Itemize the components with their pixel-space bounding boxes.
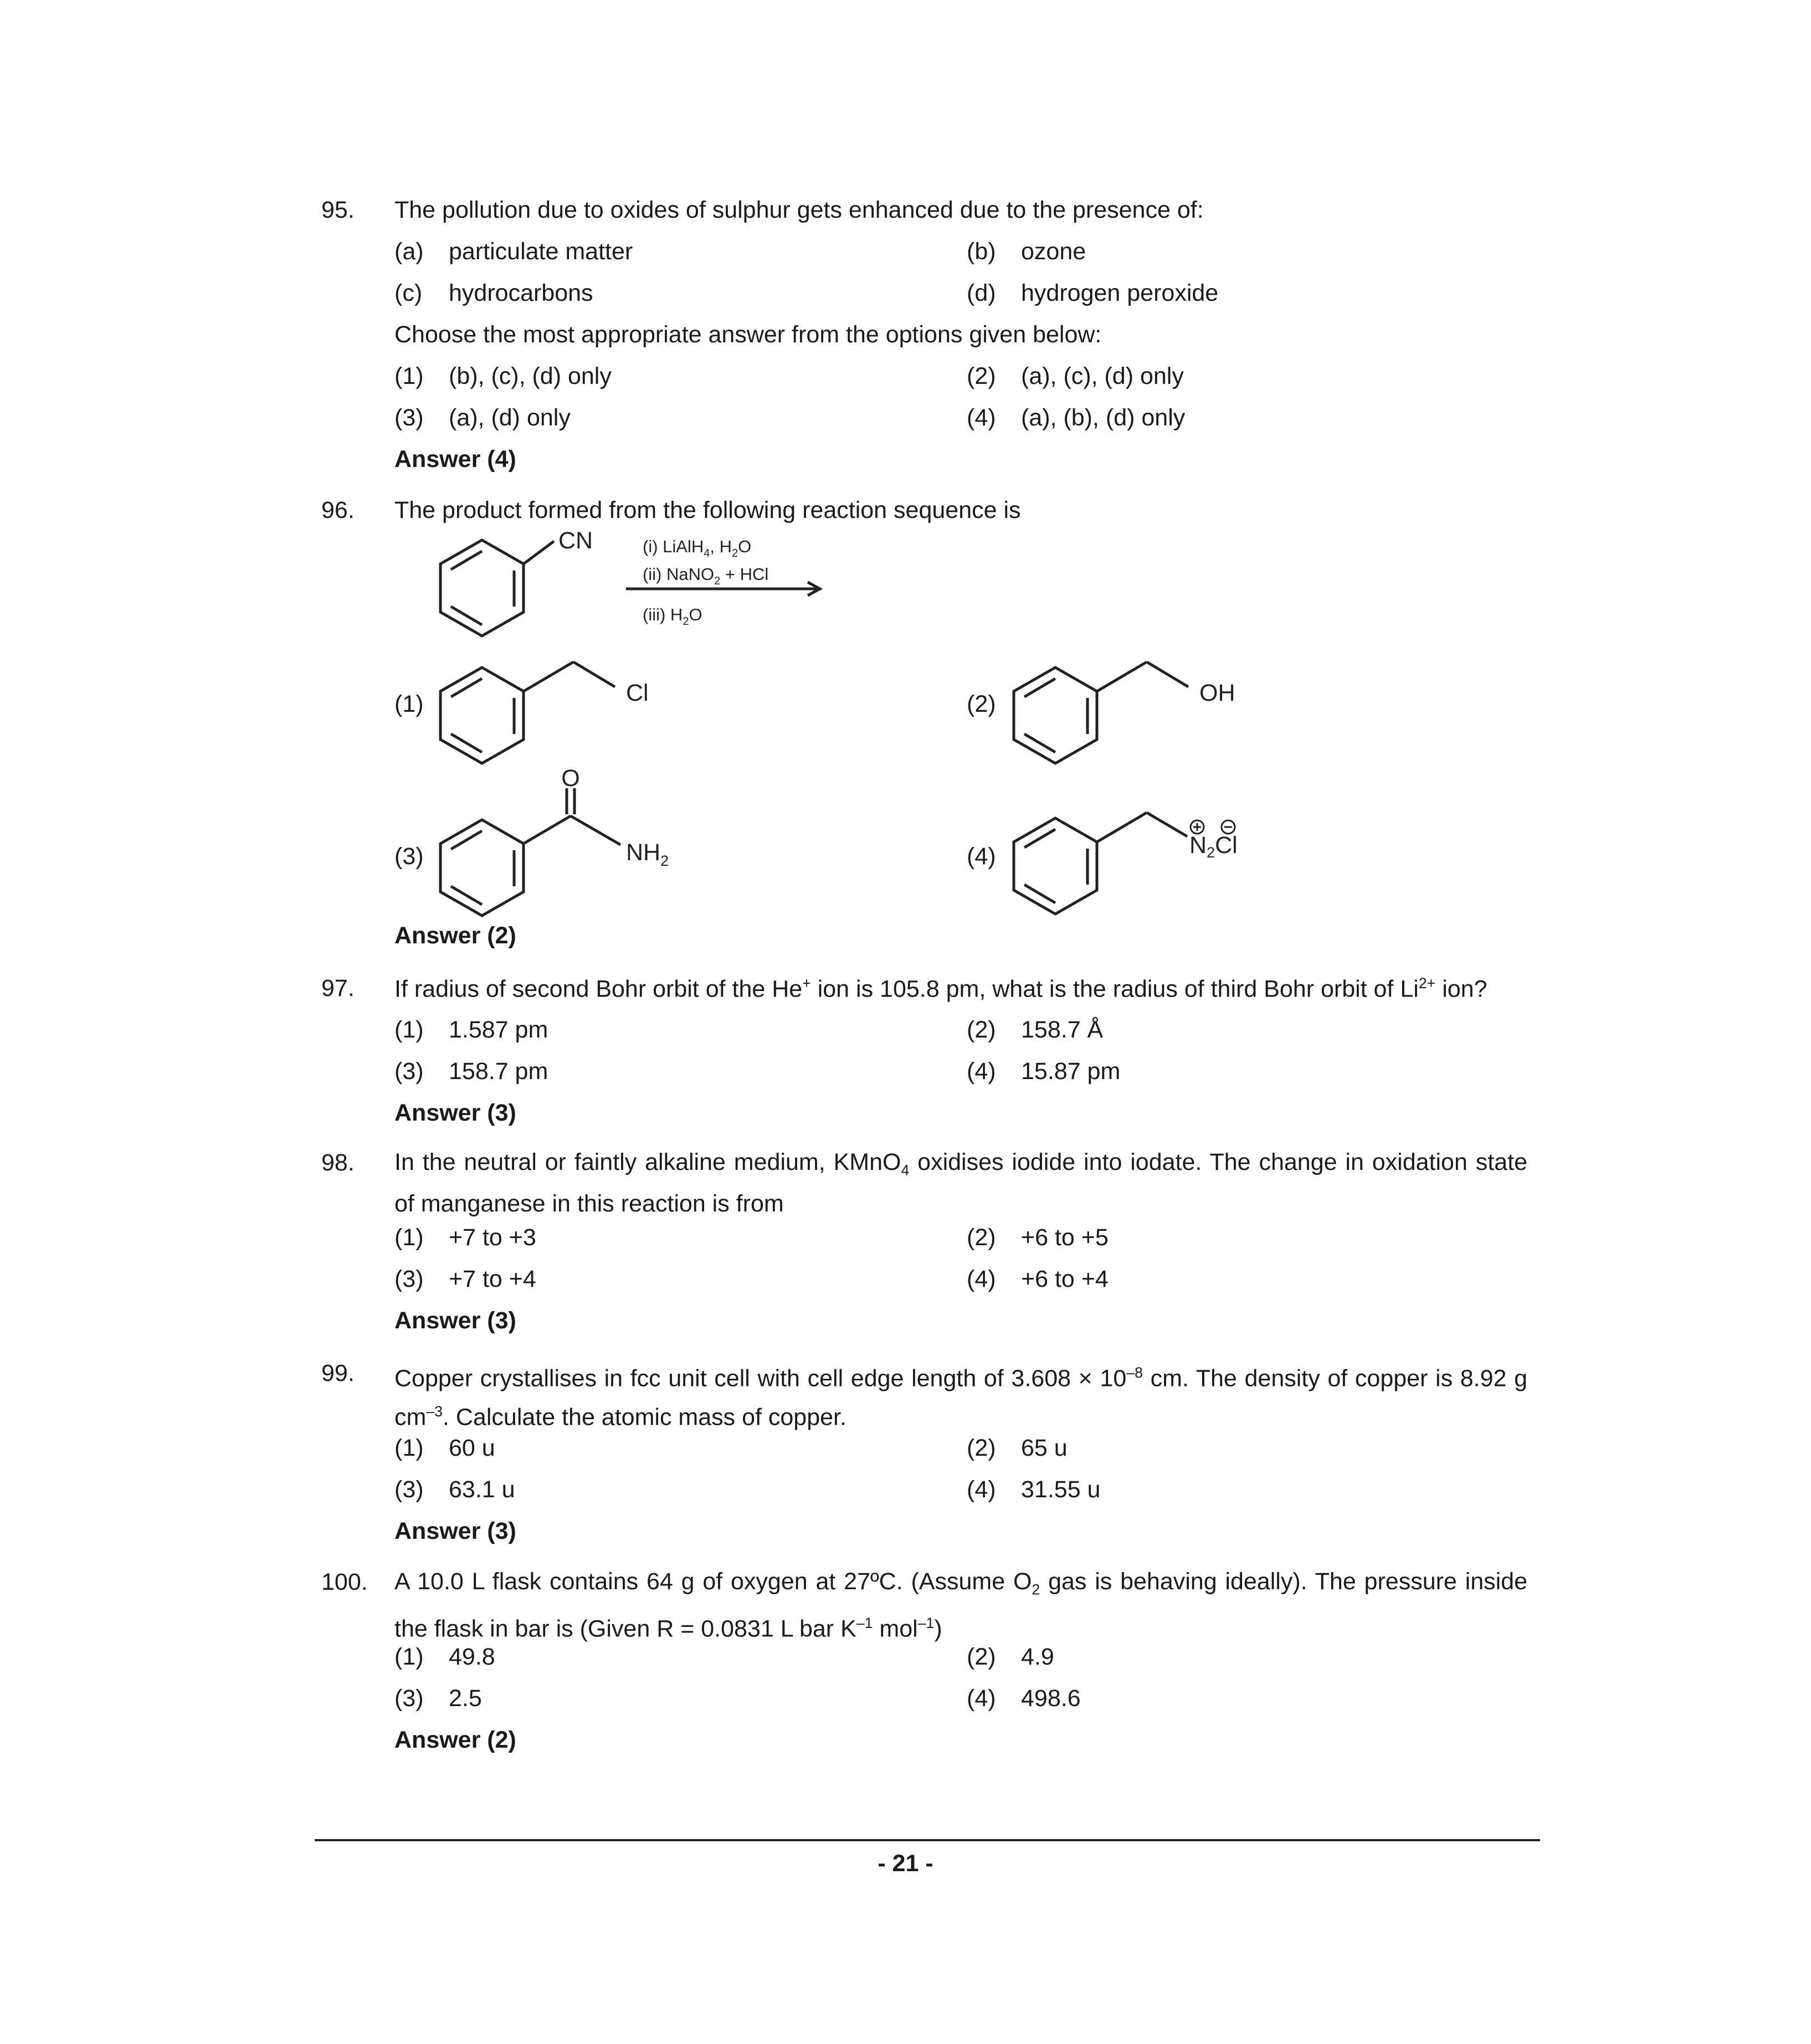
answer-key: Answer (3) bbox=[394, 1307, 516, 1334]
answer-option bbox=[967, 1476, 1100, 1503]
statement-item bbox=[394, 280, 593, 307]
option-text: 65 u bbox=[1021, 1435, 1068, 1461]
answer-option bbox=[967, 1224, 1109, 1251]
answer-key: Answer (2) bbox=[394, 922, 516, 949]
page-number: - 21 - bbox=[878, 1850, 933, 1877]
option-text: 15.87 pm bbox=[1021, 1058, 1121, 1085]
svg-text:Cl: Cl bbox=[626, 680, 649, 706]
answer-option bbox=[394, 1476, 515, 1503]
answer-option bbox=[394, 1058, 548, 1085]
option-label: (1) bbox=[394, 1224, 424, 1251]
option-text: (a), (b), (d) only bbox=[1021, 404, 1186, 431]
statement-item bbox=[394, 238, 633, 265]
option-text: +7 to +3 bbox=[449, 1224, 536, 1251]
answer-key: Answer (4) bbox=[394, 446, 516, 473]
question-text: The pollution due to oxides of sulphur gets enhanced due to the presence of: bbox=[394, 197, 1204, 223]
item-text: hydrocarbons bbox=[449, 280, 593, 306]
structure-diazonium-salt bbox=[1011, 806, 1266, 925]
option-text: (a), (c), (d) only bbox=[1021, 363, 1184, 389]
answer-option bbox=[394, 404, 571, 432]
answer-option bbox=[394, 1266, 536, 1293]
option-label: (2) bbox=[967, 691, 996, 717]
question-number: 97. bbox=[321, 975, 355, 1002]
answer-option bbox=[967, 1685, 1081, 1712]
answer-option bbox=[967, 1016, 1103, 1044]
option-label: (3) bbox=[394, 1476, 424, 1503]
option-text: +6 to +4 bbox=[1021, 1266, 1109, 1292]
svg-text:NH2: $NH_2$ bbox=[626, 839, 669, 869]
reaction-scheme bbox=[438, 529, 848, 656]
option-text: 158.7 Å bbox=[1021, 1016, 1104, 1043]
item-label: (a) bbox=[394, 238, 424, 265]
reagent-step-2: (ii) NaNO$_2$ + HCl bbox=[643, 564, 769, 587]
structure-benzyl-alcohol bbox=[1011, 656, 1266, 773]
answer-option bbox=[394, 1016, 548, 1044]
answer-option bbox=[394, 1685, 482, 1712]
item-label: (b) bbox=[967, 238, 996, 265]
nitrile-group-label: CN bbox=[558, 527, 593, 554]
item-text: particulate matter bbox=[449, 238, 633, 265]
option-label: (4) bbox=[967, 404, 996, 431]
option-label: (4) bbox=[967, 1266, 996, 1292]
option-label: (3) bbox=[394, 1266, 424, 1292]
option-label: (4) bbox=[967, 1685, 996, 1712]
question-number: 96. bbox=[321, 497, 355, 523]
answer-key: Answer (3) bbox=[394, 1100, 516, 1126]
answer-option bbox=[967, 363, 1184, 390]
statement-item bbox=[967, 238, 1086, 265]
option-label: (2) bbox=[967, 1644, 996, 1670]
question-text: In the neutral or faintly alkaline medium, KMnO$_4$ oxidises iodide into iodate. The change in oxidation state of manganese in this reaction is from bbox=[394, 1149, 1527, 1217]
option-text: 158.7 pm bbox=[449, 1058, 548, 1085]
statement-item bbox=[967, 280, 1218, 307]
structure-benzamide bbox=[438, 767, 692, 925]
svg-text:O: O bbox=[561, 765, 580, 792]
option-label: (1) bbox=[394, 1016, 424, 1043]
question-text: If radius of second Bohr orbit of the He+ ion is 105.8 pm, what is the radius of third Bohr orbit of $Li^{2+}$ ion? bbox=[394, 975, 1487, 1003]
option-label: (1) bbox=[394, 363, 424, 389]
footer-divider bbox=[315, 1839, 1540, 1841]
option-label: (2) bbox=[967, 363, 996, 389]
svg-text:OH: OH bbox=[1199, 680, 1235, 706]
option-text: 4.9 bbox=[1021, 1644, 1054, 1670]
question-text: The product formed from the following reaction sequence is bbox=[394, 497, 1021, 523]
option-label: (4) bbox=[967, 1058, 996, 1085]
question-number: 100. bbox=[321, 1569, 368, 1595]
answer-key: Answer (2) bbox=[394, 1727, 516, 1753]
item-label: (c) bbox=[394, 280, 423, 306]
answer-option bbox=[967, 1266, 1109, 1293]
option-text: 31.55 u bbox=[1021, 1476, 1101, 1503]
option-label: (3) bbox=[394, 1058, 424, 1085]
option-label: (2) bbox=[967, 1016, 996, 1043]
question-number: 99. bbox=[321, 1360, 355, 1386]
question-text: Copper crystallises in fcc unit cell with cell edge length of $3.608 \times 10^{-8}$ cm. The density of copper is 8.92 g $cm^{-3}$. Calculate the atomic mass of copper. bbox=[394, 1364, 1527, 1431]
answer-option bbox=[394, 1224, 536, 1251]
option-label: (3) bbox=[394, 404, 424, 431]
instruction-text: Choose the most appropriate answer from the options given below: bbox=[394, 321, 1102, 348]
option-text: 498.6 bbox=[1021, 1685, 1081, 1712]
option-text: (a), (d) only bbox=[449, 404, 571, 431]
item-text: hydrogen peroxide bbox=[1021, 280, 1219, 306]
structure-benzyl-chloride bbox=[438, 656, 670, 773]
svg-text:N2Cl: N2Cl bbox=[1189, 832, 1238, 861]
option-text: 2.5 bbox=[449, 1685, 482, 1712]
answer-option bbox=[394, 363, 612, 390]
option-label: (1) bbox=[394, 691, 424, 717]
option-label: (1) bbox=[394, 1435, 424, 1461]
option-label: (1) bbox=[394, 1644, 424, 1670]
question-text: A 10.0 L flask contains 64 g of oxygen at 27ºC. (Assume $O_2$ gas is behaving ideally). The pressure inside the flask in bar is (Given R = 0.0831 L bar $K^{-1}$ mol$^{-1}$) bbox=[394, 1568, 1528, 1642]
option-label: (2) bbox=[967, 1224, 996, 1251]
option-text: 49.8 bbox=[449, 1644, 495, 1670]
answer-option bbox=[967, 1058, 1120, 1085]
item-text: ozone bbox=[1021, 238, 1086, 265]
option-text: (b), (c), (d) only bbox=[449, 363, 612, 389]
option-label: (2) bbox=[967, 1435, 996, 1461]
question-number: 98. bbox=[321, 1149, 355, 1176]
option-label: (4) bbox=[967, 1476, 996, 1503]
answer-option bbox=[967, 404, 1185, 432]
option-text: 63.1 u bbox=[449, 1476, 515, 1503]
option-label: (4) bbox=[967, 843, 996, 870]
reagent-step-1: (i) LiAlH$_4$, $H_2O$ bbox=[643, 537, 752, 559]
option-text: 60 u bbox=[449, 1435, 495, 1461]
option-label: (3) bbox=[394, 1685, 424, 1712]
option-text: +7 to +4 bbox=[449, 1266, 536, 1292]
answer-option bbox=[394, 1435, 495, 1462]
option-text: +6 to +5 bbox=[1021, 1224, 1109, 1251]
question-number: 95. bbox=[321, 197, 355, 223]
answer-option bbox=[967, 1644, 1054, 1671]
answer-option bbox=[394, 1644, 495, 1671]
option-text: 1.587 pm bbox=[449, 1016, 548, 1043]
answer-option bbox=[967, 1435, 1068, 1462]
option-label: (3) bbox=[394, 843, 424, 870]
item-label: (d) bbox=[967, 280, 996, 306]
answer-key: Answer (3) bbox=[394, 1518, 516, 1544]
reagent-step-3: (iii) $H_2O$ bbox=[643, 605, 702, 628]
